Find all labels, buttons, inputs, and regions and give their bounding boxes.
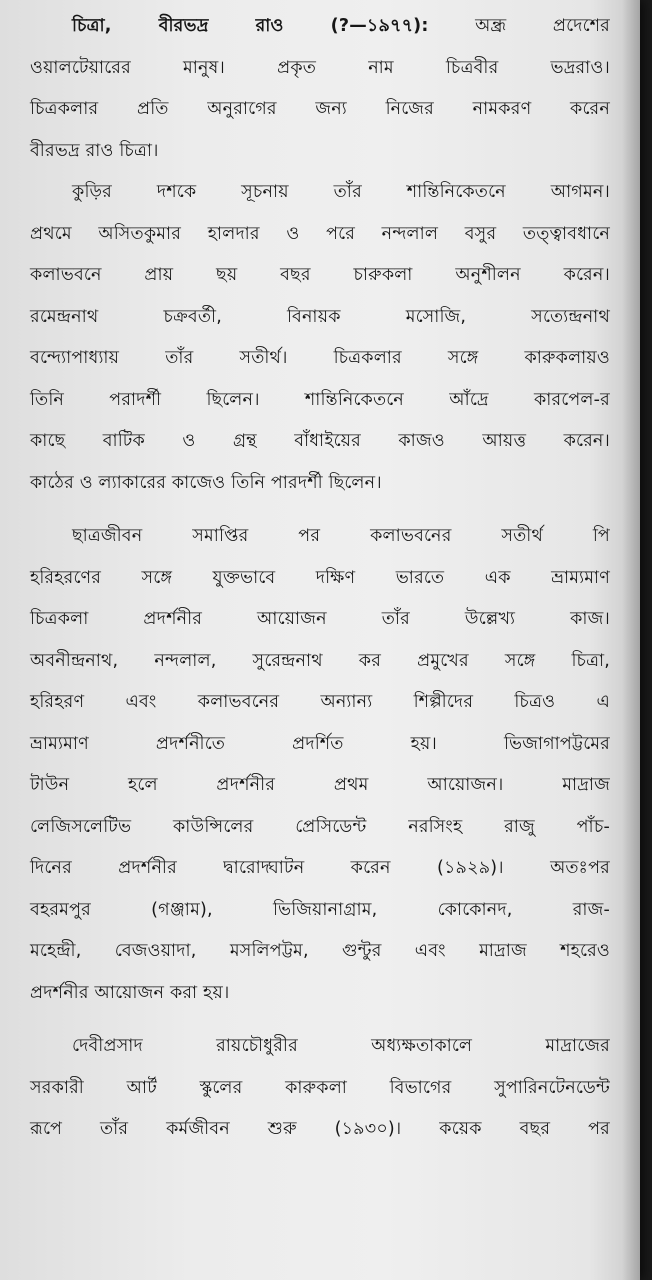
entry-heading: চিত্রা, বীরভদ্র রাও (?—১৯৭৭):: [72, 16, 429, 36]
text-line: মহেন্দ্রী, বেজওয়াদা, মসলিপট্টম, গুন্টুর এবং মাদ্রাজ শহরেও: [30, 941, 610, 961]
text-line: টাউন হলে প্রদর্শনীর প্রথম আয়োজন। মাদ্রাজ: [30, 775, 610, 795]
text-line: ছাত্রজীবন সমাপ্তির পর কলাভবনের সতীর্থ পি: [72, 526, 610, 546]
paragraph-gap: [30, 504, 610, 516]
entry-text: [30, 6, 610, 1151]
text-line: রমেন্দ্রনাথ চক্রবর্তী, বিনায়ক মসোজি, সত্যেন্দ্রনাথ: [30, 306, 610, 327]
text-line: বহরমপুর (গঞ্জাম), ভিজিয়ানাগ্রাম, কোকোনদ, রাজ-: [30, 899, 610, 920]
text-line: দিনের প্রদর্শনীর দ্বারোদ্ঘাটন করেন (১৯২৯)। অতঃপর: [30, 858, 610, 878]
paragraph-gap: [30, 1014, 610, 1026]
text-line: বীরভদ্র রাও চিত্রা।: [30, 140, 159, 161]
text-line: বন্দ্যোপাধ্যায় তাঁর সতীর্থ। চিত্রকলার সঙ্গে কারুকলায়ও: [30, 348, 610, 368]
page-edge-shadow: [622, 0, 640, 1280]
text-line: হরিহরণের সঙ্গে যুক্তভাবে দক্ষিণ ভারতে এক ভ্রাম্যমাণ: [30, 567, 610, 588]
text-line: অবনীন্দ্রনাথ, নন্দলাল, সুরেন্দ্রনাথ কর প্রমুখের সঙ্গে চিত্রা,: [30, 650, 610, 671]
text-line: ওয়ালটেয়ারের মানুষ। প্রকৃত নাম চিত্রবীর ভদ্ররাও।: [30, 57, 610, 78]
text-line: প্রথমে অসিতকুমার হালদার ও পরে নন্দলাল বসুর তত্ত্বাবধানে: [30, 223, 610, 244]
text-line: দেবীপ্রসাদ রায়চৌধুরীর অধ্যক্ষতাকালে মাদ্রাজের: [72, 1036, 610, 1056]
text-line: প্রদর্শনীর আয়োজন করা হয়।: [30, 982, 230, 1003]
text-line: কলাভবনে প্রায় ছয় বছর চারুকলা অনুশীলন করেন।: [30, 265, 610, 285]
text-line: চিত্রকলা প্রদর্শনীর আয়োজন তাঁর উল্লেখ্য কাজ।: [30, 609, 610, 629]
text-line: চিত্রকলার প্রতি অনুরাগের জন্য নিজের নামকরণ করেন: [30, 99, 610, 119]
text-line: সরকারী আর্ট স্কুলের কারুকলা বিভাগের সুপারিনটেনডেন্ট: [30, 1077, 610, 1098]
text-line: চিত্রা, বীরভদ্র রাও (?—১৯৭৭): অন্ধ্র প্রদেশের: [72, 16, 610, 36]
text-line: ভ্রাম্যমাণ প্রদর্শনীতে প্রদর্শিত হয়। ভিজাগাপট্টমের: [30, 733, 610, 754]
text-line: কাঠের ও ল্যাকারের কাজেও তিনি পারদর্শী ছিলেন।: [30, 472, 382, 493]
text-line: রূপে তাঁর কর্মজীবন শুরু (১৯৩০)। কয়েক বছর পর: [30, 1119, 610, 1139]
text-line: হরিহরণ এবং কলাভবনের অন্যান্য শিল্পীদের চিত্রও এ: [30, 692, 610, 712]
text-line: কাছে বাটিক ও গ্রন্থ বাঁধাইয়ের কাজও আয়ত্ত করেন।: [30, 431, 610, 451]
text-line: তিনি পরাদর্শী ছিলেন। শান্তিনিকেতনে আঁদ্রে কারপেল-র: [30, 389, 610, 410]
text-line: কুড়ির দশকে সূচনায় তাঁর শান্তিনিকেতনে আগমন।: [72, 182, 610, 202]
text-line: লেজিসলেটিভ কাউন্সিলের প্রেসিডেন্ট নরসিংহ রাজু পাঁচ-: [30, 816, 610, 837]
